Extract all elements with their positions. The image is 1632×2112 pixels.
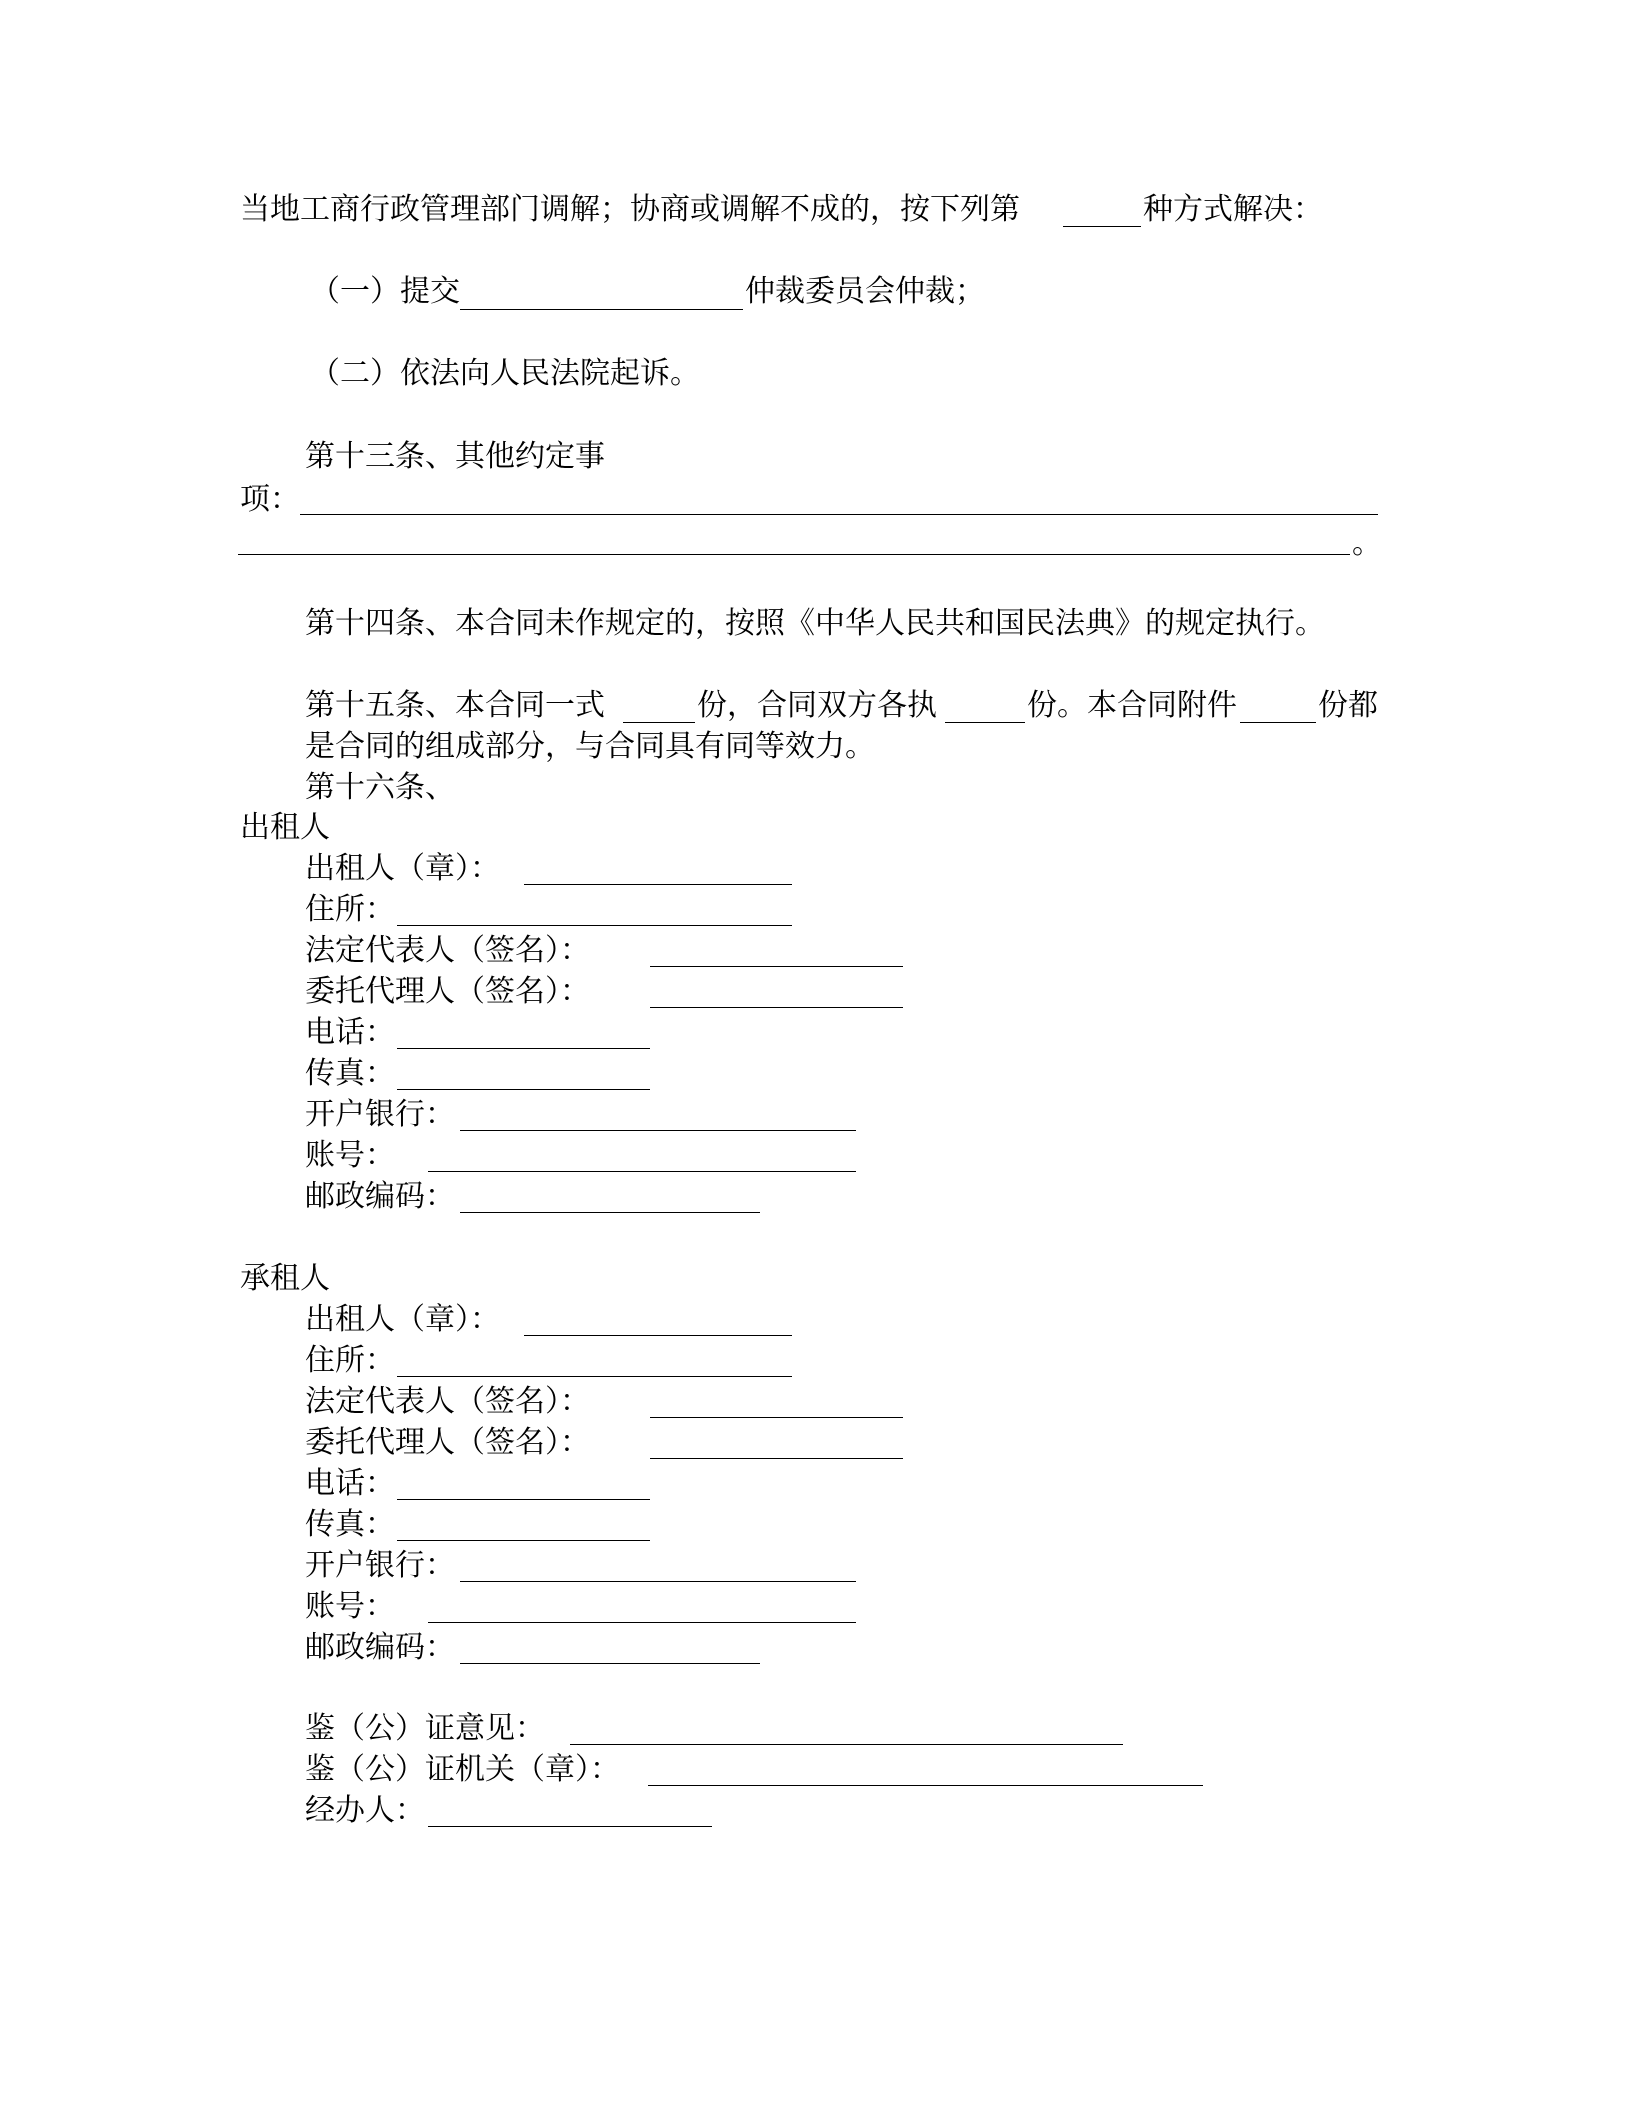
notary-authority-field[interactable] bbox=[648, 1785, 1203, 1786]
lessee-address-label: 住所： bbox=[305, 1343, 395, 1378]
clause15-part3: 份。本合同附件 bbox=[1027, 688, 1237, 723]
lessor-phone-field[interactable] bbox=[397, 1048, 650, 1049]
clause14-text: 第十四条、本合同未作规定的，按照《中华人民共和国民法典》的规定执行。 bbox=[305, 606, 1325, 641]
clause12-option1-text: 仲裁委员会仲裁； bbox=[745, 274, 985, 309]
clause15-part4: 份都 bbox=[1318, 688, 1378, 723]
lessee-seal-field[interactable] bbox=[524, 1335, 792, 1336]
lessee-account-field[interactable] bbox=[428, 1622, 856, 1623]
other-terms-blank-1[interactable] bbox=[300, 514, 1378, 515]
clause12-option2: （二）依法向人民法院起诉。 bbox=[310, 356, 700, 391]
clause15-part1: 第十五条、本合同一式 bbox=[305, 688, 605, 723]
lessor-fax-label: 传真： bbox=[305, 1056, 395, 1091]
clause13-end: 。 bbox=[1352, 526, 1382, 561]
clause15-part2: 份，合同双方各执 bbox=[697, 688, 937, 723]
notary-handler-field[interactable] bbox=[428, 1826, 712, 1827]
lessee-bank-label: 开户银行： bbox=[305, 1548, 455, 1583]
copies-total-blank[interactable] bbox=[623, 722, 695, 723]
lessor-postcode-field[interactable] bbox=[460, 1212, 760, 1213]
notary-opinion-label: 鉴（公）证意见： bbox=[305, 1711, 545, 1746]
lessor-legal-rep-field[interactable] bbox=[650, 966, 903, 967]
arbitration-commission-blank[interactable] bbox=[460, 309, 743, 310]
lessor-heading: 出租人 bbox=[240, 810, 330, 845]
lessor-account-field[interactable] bbox=[428, 1171, 856, 1172]
clause16-text: 第十六条、 bbox=[305, 770, 455, 805]
other-terms-blank-2[interactable] bbox=[238, 554, 1350, 555]
attachment-copies-blank[interactable] bbox=[1240, 722, 1316, 723]
lessor-account-label: 账号： bbox=[305, 1138, 395, 1173]
notary-opinion-field[interactable] bbox=[570, 1744, 1123, 1745]
lessor-bank-field[interactable] bbox=[460, 1130, 856, 1131]
clause12-option1-label: （一）提交 bbox=[310, 274, 460, 309]
lessor-bank-label: 开户银行： bbox=[305, 1097, 455, 1132]
lessee-agent-label: 委托代理人（签名）： bbox=[305, 1425, 590, 1460]
clause12-text-a: 当地工商行政管理部门调解；协商或调解不成的，按下列第 bbox=[240, 192, 1020, 227]
lessee-account-label: 账号： bbox=[305, 1589, 395, 1624]
lessee-address-field[interactable] bbox=[397, 1376, 792, 1377]
lessee-seal-label: 出租人（章）： bbox=[305, 1302, 500, 1337]
lessor-agent-label: 委托代理人（签名）： bbox=[305, 974, 590, 1009]
copies-each-blank[interactable] bbox=[945, 722, 1025, 723]
clause12-text-b: 种方式解决： bbox=[1143, 192, 1323, 227]
lessor-phone-label: 电话： bbox=[305, 1015, 395, 1050]
lessee-fax-field[interactable] bbox=[397, 1540, 650, 1541]
notary-handler-label: 经办人： bbox=[305, 1793, 425, 1828]
lessor-legal-rep-label: 法定代表人（签名）： bbox=[305, 933, 590, 968]
clause12-option-blank[interactable] bbox=[1063, 226, 1141, 227]
lessee-heading: 承租人 bbox=[240, 1261, 330, 1296]
lessor-agent-field[interactable] bbox=[650, 1007, 903, 1008]
clause13-text2: 项： bbox=[240, 482, 300, 517]
lessee-legal-rep-label: 法定代表人（签名）： bbox=[305, 1384, 590, 1419]
lessee-legal-rep-field[interactable] bbox=[650, 1417, 903, 1418]
clause13-text: 第十三条、其他约定事 bbox=[305, 439, 605, 474]
lessor-seal-field[interactable] bbox=[524, 884, 792, 885]
lessor-fax-field[interactable] bbox=[397, 1089, 650, 1090]
lessor-postcode-label: 邮政编码： bbox=[305, 1179, 455, 1214]
lessor-address-label: 住所： bbox=[305, 892, 395, 927]
lessee-bank-field[interactable] bbox=[460, 1581, 856, 1582]
lessee-agent-field[interactable] bbox=[650, 1458, 903, 1459]
lessee-phone-field[interactable] bbox=[397, 1499, 650, 1500]
notary-authority-label: 鉴（公）证机关（章）： bbox=[305, 1752, 620, 1787]
lessor-seal-label: 出租人（章）： bbox=[305, 851, 500, 886]
clause12-line bbox=[240, 190, 1020, 230]
lessee-postcode-label: 邮政编码： bbox=[305, 1630, 455, 1665]
clause15-line2: 是合同的组成部分，与合同具有同等效力。 bbox=[305, 729, 875, 764]
lessor-address-field[interactable] bbox=[397, 925, 792, 926]
lessee-phone-label: 电话： bbox=[305, 1466, 395, 1501]
lessee-postcode-field[interactable] bbox=[460, 1663, 760, 1664]
lessee-fax-label: 传真： bbox=[305, 1507, 395, 1542]
